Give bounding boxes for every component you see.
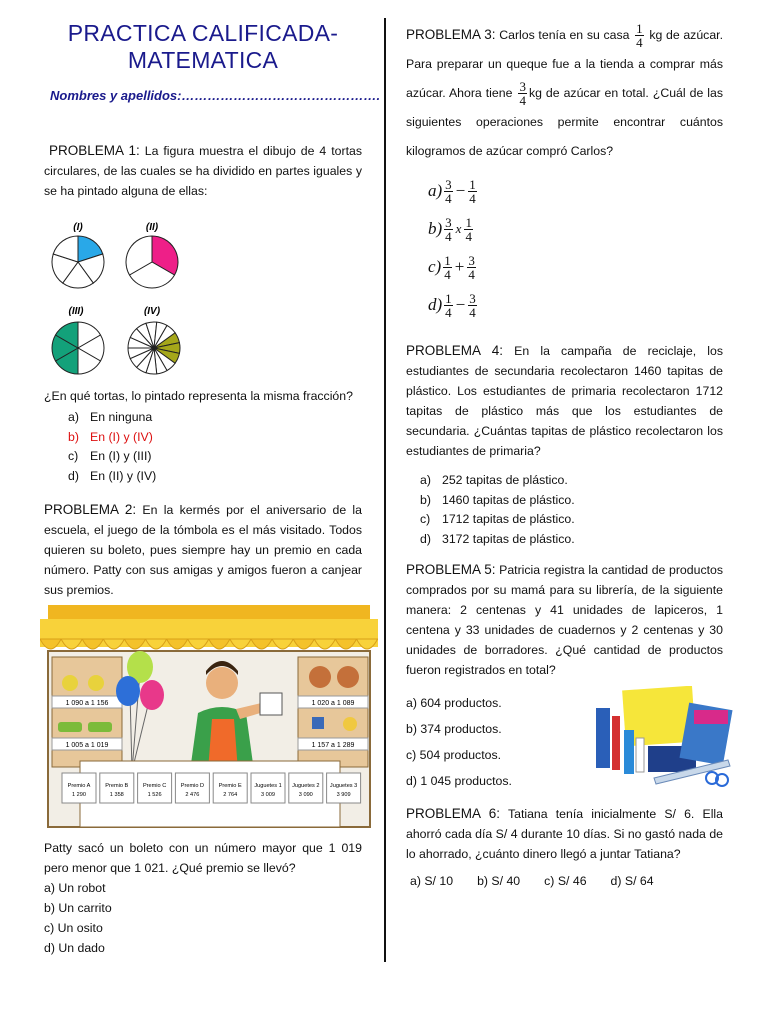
awning-scallop bbox=[314, 639, 335, 649]
awning-scallop bbox=[293, 639, 314, 649]
awning-scallop bbox=[103, 639, 124, 649]
prize-card bbox=[138, 773, 172, 803]
problem-4 bbox=[406, 341, 723, 549]
problem-6-text: Tatiana tenía inicialmente S/ 6. Ella ahorró cada día S/ 4 durante 10 días. Si no gastó nada de lo ahorrado, ¿cuánto dinero llegó a juntar Tatiana? bbox=[406, 807, 723, 861]
problem-2 bbox=[44, 500, 362, 600]
option-d[interactable]: d) S/ 64 bbox=[610, 874, 654, 888]
option-d[interactable]: d) En (II) y (IV) bbox=[68, 468, 157, 483]
doll-icon bbox=[343, 717, 357, 731]
problem-2-text: En la kermés por el aniversario de la escuela, el juego de la tómbola es el más visitado. Todos quieren su boleto, pues siempre hay un premio en cada número. Patty con sus amigas y amigos fueron a canjear sus premios. bbox=[44, 503, 362, 597]
prize-card bbox=[327, 773, 361, 803]
school-supplies-image bbox=[594, 686, 734, 790]
awning-scallop bbox=[61, 639, 82, 649]
awning-scallop bbox=[167, 639, 188, 649]
problem-3 bbox=[406, 20, 723, 166]
prize-name: Premio A bbox=[67, 783, 91, 789]
option-c[interactable]: c) Un osito bbox=[44, 921, 103, 935]
awning-scallop bbox=[251, 639, 272, 649]
robot-icon bbox=[88, 675, 104, 691]
pie-label: (II) bbox=[145, 222, 159, 233]
car-icon bbox=[88, 722, 112, 732]
pie-label: (I) bbox=[73, 222, 83, 233]
problem-2-question: Patty sacó un boleto con un número mayor que 1 019 pero menor que 1 021. ¿Qué premio se llevó? bbox=[44, 841, 362, 875]
problem-4-text: En la campaña de reciclaje, los estudiantes de secundaria recolectaron 1460 tapitas de plástico. Los estudiantes de primaria recolectaron 1712 tapitas de plástico más que los estudiantes de secundaria. ¿Cuántas tapitas de plástico recolectaron los estudiantes de primaria? bbox=[406, 344, 723, 458]
option-c[interactable]: c) $\frac{1}{4}$ + $\frac{3}{4}$ bbox=[428, 252, 475, 282]
prize-card bbox=[100, 773, 134, 803]
prize-number: 1 358 bbox=[109, 792, 124, 798]
awning-scallop bbox=[357, 639, 378, 649]
awning-scallop bbox=[272, 639, 293, 649]
balloon-icon bbox=[116, 676, 140, 706]
column-divider bbox=[384, 18, 386, 962]
fraction-three-quarters: $\frac{3}{4}$ bbox=[519, 79, 526, 109]
problem-4-label: PROBLEMA 4: bbox=[406, 343, 504, 358]
option-c[interactable]: c) En (I) y (III) bbox=[68, 449, 152, 463]
prize-name: Premio C bbox=[142, 783, 167, 789]
teddy-bear-icon bbox=[337, 666, 359, 688]
page-title: PRACTICA CALIFICADA-MATEMATICA bbox=[67, 20, 339, 73]
fraction-one-quarter: $\frac{1}{4}$ bbox=[636, 21, 643, 51]
prize-name: Premio E bbox=[218, 783, 242, 789]
option-c[interactable]: c) S/ 46 bbox=[544, 874, 587, 888]
option-c[interactable]: c) 504 productos. bbox=[406, 748, 502, 762]
awning-scallop bbox=[124, 639, 145, 649]
prize-card bbox=[175, 773, 209, 803]
dice-box bbox=[260, 693, 282, 715]
dice-icon bbox=[312, 717, 324, 729]
pie-3 bbox=[52, 306, 104, 374]
problem-3-options bbox=[428, 172, 479, 324]
problem-2-label: PROBLEMA 2: bbox=[44, 502, 137, 517]
problem-5-statement bbox=[406, 560, 723, 680]
prize-number: 2 764 bbox=[223, 792, 238, 798]
problem-5-label: PROBLEMA 5: bbox=[406, 562, 496, 577]
option-d[interactable]: d) 1 045 productos. bbox=[406, 774, 512, 788]
problem-4-options bbox=[420, 471, 723, 549]
range-right-bottom: 1 157 a 1 289 bbox=[311, 742, 355, 749]
option-a[interactable]: a) S/ 10 bbox=[410, 874, 454, 888]
awning-scallop bbox=[209, 639, 230, 649]
problem-2-question-block bbox=[44, 838, 362, 958]
teddy-bear-icon bbox=[309, 666, 331, 688]
problem-1-statement bbox=[44, 141, 362, 201]
range-right-top: 1 020 a 1 089 bbox=[311, 700, 355, 707]
range-left-top: 1 090 a 1 156 bbox=[65, 700, 109, 707]
problem-1-question: ¿En qué tortas, lo pintado representa la misma fracción? bbox=[44, 389, 353, 403]
car-icon bbox=[58, 722, 82, 732]
problem-5 bbox=[406, 560, 723, 680]
problem-1-text: La figura muestra el dibujo de 4 tortas circulares, de las cuales se ha dividido en partes iguales y se ha pintado alguna de ellas: bbox=[44, 144, 362, 198]
problem-6 bbox=[406, 804, 723, 888]
option-d[interactable]: d) Un dado bbox=[44, 941, 105, 955]
problem-6-options bbox=[410, 874, 723, 888]
problem-1-options bbox=[68, 408, 362, 486]
pie-2 bbox=[126, 222, 178, 288]
problem-2-options bbox=[44, 878, 362, 958]
awning-scallop bbox=[335, 639, 356, 649]
problem-5-text: Patricia registra la cantidad de productos comprados por su mamá para su librería, de la siguiente manera: 2 centenas y 41 unidades de lapiceros, 1 centena y 33 unidades de cuadernos y 2 centenas y 30 unidades de borradores. ¿Qué cantidad de productos fueron registrados en total? bbox=[406, 563, 723, 677]
option-a[interactable]: a) 604 productos. bbox=[406, 696, 502, 710]
option-b-highlighted[interactable]: b) En (I) y (IV) bbox=[68, 429, 153, 444]
problem-1-label: PROBLEMA 1: bbox=[48, 143, 140, 158]
problem-3-label: PROBLEMA 3: bbox=[406, 27, 496, 42]
pie-figures bbox=[48, 216, 188, 378]
problem-5-options bbox=[406, 690, 512, 794]
option-c[interactable]: c) 1712 tapitas de plástico. bbox=[420, 512, 575, 526]
raffle-stand-illustration bbox=[40, 601, 378, 835]
prize-number: 3 909 bbox=[336, 792, 351, 798]
prize-card bbox=[62, 773, 96, 803]
prize-name: Juguetes 3 bbox=[329, 783, 358, 789]
option-a[interactable]: a) Un robot bbox=[44, 881, 106, 895]
awning-scallop bbox=[82, 639, 103, 649]
pie-4 bbox=[128, 306, 180, 374]
problem-4-statement bbox=[406, 341, 723, 461]
option-a[interactable]: a) $\frac{3}{4}$ − $\frac{1}{4}$ bbox=[428, 176, 476, 206]
problem-6-statement bbox=[406, 804, 723, 864]
robot-icon bbox=[62, 675, 78, 691]
prize-name: Premio B bbox=[105, 783, 129, 789]
prize-name: Premio D bbox=[180, 783, 205, 789]
option-b[interactable]: b) $\frac{3}{4}$ x $\frac{1}{4}$ bbox=[428, 214, 472, 244]
prize-number: 1 526 bbox=[147, 792, 162, 798]
prize-number: 3 090 bbox=[298, 792, 313, 798]
option-d[interactable]: d) 3172 tapitas de plástico. bbox=[420, 531, 575, 546]
prize-number: 3 009 bbox=[261, 792, 275, 798]
prize-card bbox=[289, 773, 323, 803]
problem-2-statement bbox=[44, 500, 362, 600]
option-b[interactable]: b) Un carrito bbox=[44, 901, 112, 915]
option-a[interactable]: a) 252 tapitas de plástico. bbox=[420, 473, 568, 487]
problem-1-question-block bbox=[44, 386, 362, 486]
problem-3-statement: PROBLEMA 3: Carlos tenía en su casa $\frac{1}{4}$ kg de azúcar. Para preparar un queque fue a la tienda a comprar más azúcar. Ahora tiene $\frac{3}{4}$ kg de azúcar en total. ¿Cuál de las siguientes operaciones permite encontrar cuántos kilogramos de azúcar compró Carlos? bbox=[406, 21, 723, 158]
pie-1 bbox=[52, 222, 104, 288]
pie-label: (III) bbox=[68, 306, 84, 317]
pie-label: (IV) bbox=[143, 306, 161, 317]
awning-scallop bbox=[230, 639, 251, 649]
option-b[interactable]: b) 374 productos. bbox=[406, 722, 502, 736]
prize-name: Juguetes 2 bbox=[292, 783, 320, 789]
awning-scallop bbox=[188, 639, 209, 649]
prize-number: 1 290 bbox=[72, 792, 86, 798]
vendor-face bbox=[206, 667, 238, 699]
range-left-bottom: 1 005 a 1 019 bbox=[65, 742, 109, 749]
option-b[interactable]: b) 1460 tapitas de plástico. bbox=[420, 492, 575, 507]
option-b[interactable]: b) S/ 40 bbox=[477, 874, 521, 888]
names-field-label: Nombres y apellidos:………………………………………. bbox=[50, 88, 381, 103]
awning-scallop bbox=[40, 639, 61, 649]
problem-6-label: PROBLEMA 6: bbox=[406, 806, 501, 821]
balloon-icon bbox=[140, 680, 164, 710]
prize-name: Juguetes 1 bbox=[254, 783, 282, 789]
problem-1 bbox=[44, 141, 362, 201]
prize-card bbox=[251, 773, 285, 803]
option-d[interactable]: d) $\frac{1}{4}$ − $\frac{3}{4}$ bbox=[428, 290, 476, 320]
option-a[interactable]: a) En ninguna bbox=[68, 410, 153, 424]
prize-number: 2 476 bbox=[185, 792, 200, 798]
awning-scallop bbox=[146, 639, 167, 649]
prize-card bbox=[213, 773, 247, 803]
